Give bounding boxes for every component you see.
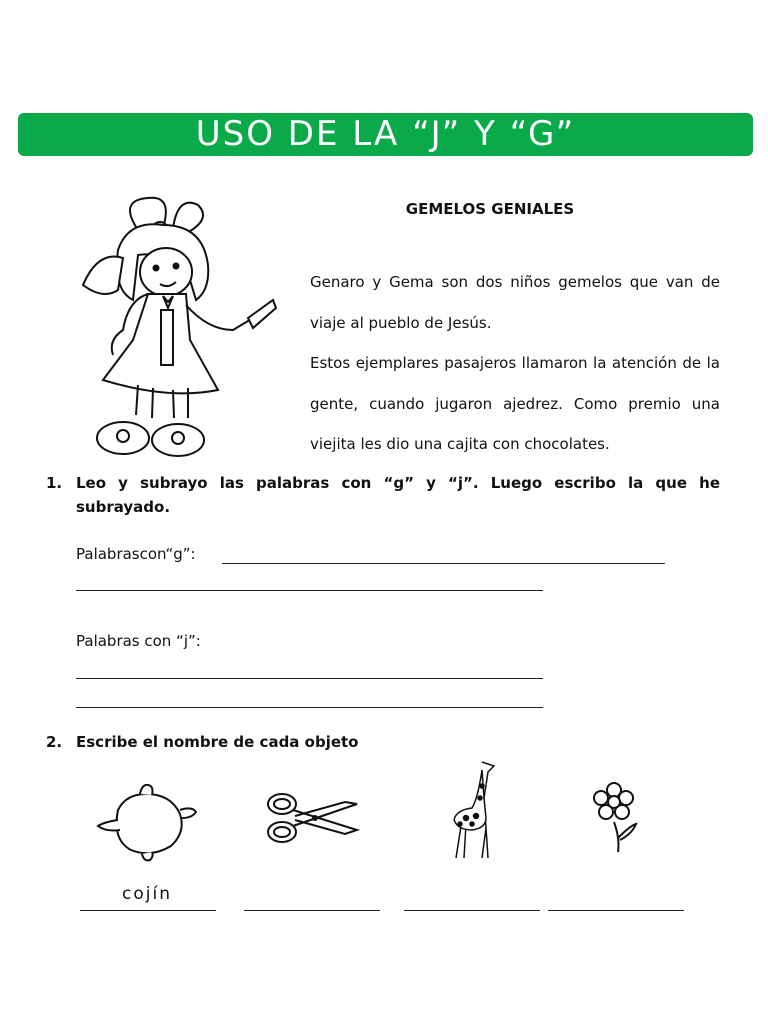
answer-line[interactable]: [222, 563, 665, 564]
answer-text: cojín: [122, 884, 172, 904]
story-paragraph: Estos ejemplares pasajeros llamaron la atención de la gente, cuando jugaron ajedrez. Como premio una viejita les dio una cajita con chocolates.: [310, 354, 720, 453]
turtle-icon: [96, 780, 200, 862]
question-number: 1.: [46, 474, 63, 492]
answer-line[interactable]: [80, 910, 216, 911]
question-text: Escribe el nombre de cada objeto: [76, 733, 359, 751]
answer-line[interactable]: [76, 590, 543, 591]
answer-line[interactable]: [404, 910, 540, 911]
story-title: GEMELOS GENIALES: [405, 200, 575, 218]
flower-icon: [590, 782, 642, 854]
answer-line[interactable]: [244, 910, 380, 911]
answer-line[interactable]: [548, 910, 684, 911]
girl-illustration: [78, 190, 283, 465]
answer-line[interactable]: [76, 678, 543, 679]
scissors-icon: [265, 790, 360, 845]
j-words-label: Palabras con “j”:: [76, 632, 201, 650]
question-text: Leo y subrayo las palabras con “g” y “j”. Luego escribo la que he subrayado.: [76, 474, 720, 516]
page-title: USO DE LA “J” Y “G”: [18, 113, 753, 156]
g-words-label: Palabrascon“g”:: [76, 545, 196, 563]
giraffe-icon: [442, 758, 500, 860]
story-text: [310, 262, 720, 465]
story-paragraph: Genaro y Gema son dos niños gemelos que van de viaje al pueblo de Jesús.: [310, 273, 720, 332]
question-number: 2.: [46, 733, 63, 751]
answer-line[interactable]: [76, 707, 543, 708]
